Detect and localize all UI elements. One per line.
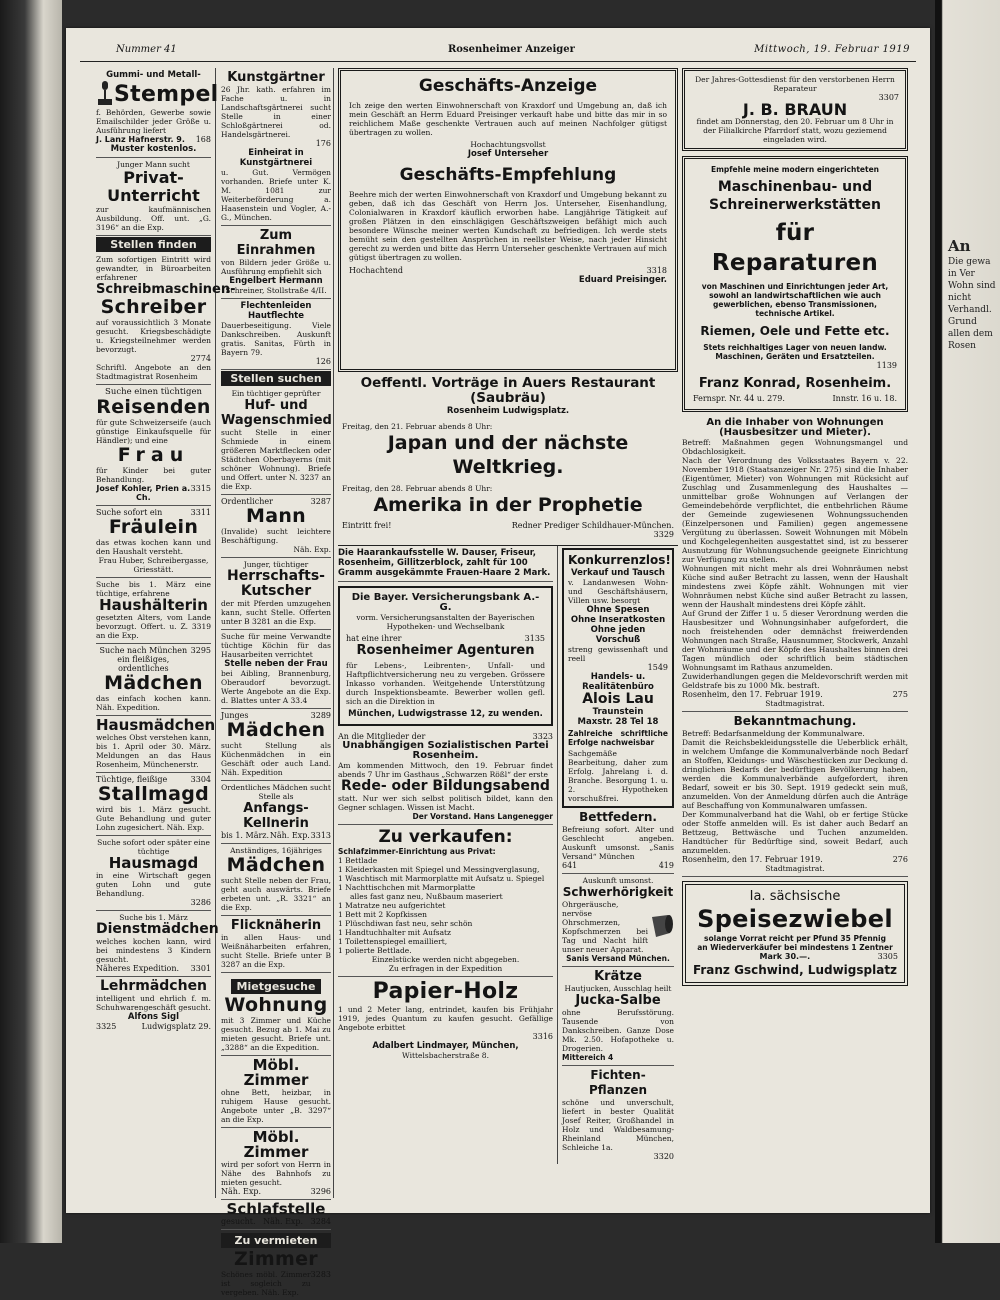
ad-flechten-title: Flechtenleiden Hautflechte [240,301,312,321]
ad-schreiber [96,253,236,385]
ad-kutscher [221,558,331,630]
ad-maedchen1 [96,644,211,716]
ad-konkurrenz-l2: Ohne Inseratkosten [570,615,666,625]
ad-verkaufen-note: Einzelstücke werden nicht abgegeben. [371,955,520,964]
ad-dienstmaedchen-title: Dienstmädchen [96,921,219,937]
ad-flickn-text: in allen Haus- und Weißnäharbeiten erfahren, sucht Stelle. Briefe unter B 3287 an die Exp. [221,933,331,969]
ad-inhaber-text4: Zuwiderhandlungen gegen die Meldevorschrift werden mit Geldstrafe bis zu 1000 Mk. bestraft. [682,672,908,690]
ad-geschaeft-title2: Geschäfts-Empfehlung [399,165,617,185]
ad-zwiebel-title: Speisezwiebel [697,905,893,933]
ad-stempel-firm: J. Lanz Hafnerstr. 9. [96,135,185,144]
ad-braun-num: 3307 [878,93,899,102]
section-stellen-suchen: Stellen suchen [221,371,331,386]
ad-inhaber-date: Rosenheim, den 17. Februar 1919. [682,690,823,699]
ad-versicherung-num: 3135 [524,634,545,643]
ad-privat [96,158,211,236]
ad-einrahmen-firm: Engelbert Hermann [229,276,323,286]
ad-wohnung-text: mit 3 Zimmer und Küche gesucht. Bezug ab 1. Mai zu mieten gesucht. Briefe unt. „3288“ an die Expedition. [221,1016,331,1052]
ad-stelle-frau [221,630,331,709]
ad-zimmer2-title: Möbl. Zimmer [243,1128,309,1161]
ad-kraetze-text: Hautjucken, Ausschlag heilt [564,984,672,993]
newspaper-title: Rosenheimer Anzeiger [448,44,575,55]
column-4 [682,68,908,1198]
ad-fraeulein [96,506,211,578]
ad-inhaber-title: An die Inhaber von Wohnungen (Hausbesitzer und Mieter). [706,417,884,438]
ad-zimmer2-firm: Näh. Exp. [221,1187,262,1196]
ad-dienstmaedchen-num: 3301 [190,964,211,973]
ad-fraeulein-firm: Frau Huber, Schreibergasse, Griesstätt. [98,556,209,574]
list-item: 1 Plüschdiwan fast neu, sehr schön [338,919,473,928]
ad-kellnerin-top: Ordentliches Mädchen sucht Stelle als [221,783,331,801]
ad-konkurrenz-sub: Verkauf und Tausch [571,568,665,578]
list-item: alles fast ganz neu, Nußbaum maseriert [350,892,503,901]
ad-kunstgaertner [221,68,331,226]
ad-haushaelterin-text: gesetzten Alters, vom Lande bevorzugt. Offert. u. Z. 3319 an die Exp. [96,613,211,640]
ad-schlafstelle-num: 3284 [310,1217,331,1226]
ad-dauser-text: Die Haarankaufsstelle W. Dauser, Friseur, Rosenheim, Gillitzerblock, zahlt für 100 Gramm ausgekämmte Frauen-Haare 2 Mark. [338,548,551,578]
ad-zwiebel-text: solange Vorrat reicht per Pfund 35 Pfennig [704,934,886,943]
issue-number: Nummer 41 [116,44,177,55]
ad-hausmagd [96,836,211,911]
ad-fichten-text: schöne und unverschult, liefert in bester Qualität Josef Reiter, Großhandel in Holz und Waldbesamung-Rheinland München, Schleiche 1a. [562,1098,674,1152]
ad-schlafstelle-text: gesucht. [221,1217,256,1226]
ad-stelle-frau-title: Stelle neben der Frau [224,659,328,669]
ear-trumpet-icon [648,913,674,941]
ad-kutscher-text: der mit Pferden umzugehen kann, sucht Stelle. Offerten unter B 3281 an die Exp. [221,599,331,626]
ad-spd-text: Am kommenden Mittwoch, den 19. Februar findet abends 7 Uhr im Gasthaus „Schwarzen Rößl“ der erste [338,761,553,779]
ad-stallmagd-num: 3304 [190,775,211,784]
column-2 [219,68,334,1297]
ad-bekannt-text2: Der Kommunalverband hat die Wahl, ob er fertige Stücke oder Stoffe anmelden will. Es ist daher auch Bedarf an Bettzeug, Bettwäsche und Tuchen anzumelden. Handtücher für Bedürftige sind, soweit Bedarf, auch anzumelden. [682,810,908,855]
ad-schlafstelle [221,1200,331,1230]
ad-dienstmaedchen-firm: Näheres Expedition. [96,964,180,973]
ad-vortraege-date1: Freitag, den 21. Februar abends 8 Uhr: [342,422,493,431]
ad-bettfedern [562,808,674,874]
ad-frau-firm: Josef Kohler, Prien a. Ch. [96,484,191,502]
ad-versicherung-city: München, Ludwigstrasse 12, zu wenden. [348,709,543,719]
ad-maedchen3-top: Anständiges, 16jähriges [230,846,322,855]
ad-einrahmen-addr: Schreiner, Stollstraße 4/II. [225,286,327,295]
ad-geschaeft-greet2: Hochachtend [349,266,404,275]
scan-edge-left [0,0,62,1243]
ad-privat-title: Privat-Unterricht [107,168,200,205]
ad-lehrmaedchen-title: Lehrmädchen [99,978,208,994]
ad-versicherung-text: vorm. Versicherungsanstalten der Bayerischen Hypotheken- und Wechselbank [356,613,535,631]
ad-privat-text: zur kaufmännischen Ausbildung. Off. unt. „G. 3196“ an die Exp. [96,205,211,232]
ad-bekannt-sign: Stadtmagistrat. [765,864,825,873]
ad-hausmaedchen [96,716,216,773]
ad-fraeulein-title: Fräulein [108,516,199,538]
ad-reisenden-text: für gute Schweizerseife (auch günstige Einkaufsquelle für Händler); und eine [96,418,211,445]
ad-stempel-num: 168 [195,135,211,144]
ad-mann-num: 3287 [310,497,331,506]
ad-stallmagd [96,773,211,836]
ad-stempel-text: f. Behörden, Gewerbe sowie Emailschilder jeder Größe u. Ausführung liefert [96,108,211,135]
ad-einrahmen [221,226,331,299]
ad-vortraege-free: Eintritt frei! [342,521,392,530]
ad-bettfedern-title: Bettfedern. [579,810,657,824]
ad-kraetze-title2: Jucka-Salbe [575,993,661,1008]
ad-stelle-frau-top: Suche für meine Verwandte tüchtige Köchin für das Hausarbeiten verrichtet [221,632,331,659]
ad-konkurrenz-firm: Handels- u. Realitätenbüro [582,672,654,692]
ad-fichten [562,1066,674,1164]
ad-spd-text2: statt. Nur wer sich selbst politisch bildet, kann den Gegner schlagen. Wissen ist Macht. [338,794,553,812]
ad-maedchen1-title: Mädchen [104,672,203,694]
ad-reisenden-top: Suche einen tüchtigen [105,387,202,397]
ad-lehrmaedchen-addr: Ludwigsplatz 29. [141,1022,211,1031]
ad-dienstmaedchen-text: welches kochen kann, wird bei mindestens 3 Kindern gesucht. [96,937,211,964]
ad-maedchen2-num: 3289 [310,711,331,720]
ad-schwerhoerig-firm: Sanis Versand München. [566,954,670,963]
ad-schlafstelle-title: Schlafstelle [226,1200,326,1218]
ad-versicherung-mid: hat eine ihrer [346,634,402,643]
ad-flickn [221,916,331,973]
ad-inhaber-sign: Stadtmagistrat. [765,699,825,708]
ad-zimmer2-text: wird per sofort von Herrn in Nähe des Bahnhofs zu mieten gesucht. [221,1160,331,1187]
ad-maedchen1-text: das einfach kochen kann. Näh. Expedition. [96,694,211,712]
ad-stempel-top: Gummi- und Metall- [106,70,201,80]
ad-fraeulein-num: 3311 [190,508,211,517]
ad-konkurrenz-addr: Maxstr. 28 Tel 18 [577,717,659,727]
ad-hufschmied-title: Huf- und Wagenschmied [221,398,332,428]
ad-lehrmaedchen [96,977,211,1034]
ad-inhaber-text3: Auf Grund der Ziffer 1 u. 5 dieser Verordnung werden die Hausbesitzer und Wohnungsinhaber aufgefordert, die noch freistehenden oder demnächst freiwerdenden Wohnungen nach Straße, Hausnummer, Stockwerk, Anzahl der Wohnräume und der Köpfe des Haushaltes binnen drei Tagen mündlich oder schriftlich beim städtischen Wohnungsamt im Rathaus anzumelden. [682,609,908,672]
ad-geschaeft-name: Josef Unterseher [467,149,549,159]
ad-einrahmen-text: von Bildern jeder Größe u. Ausführung empfiehlt sich [221,258,331,276]
ad-versicherung-text2: für Lebens-, Leibrenten-, Unfall- und Haftpflichtversicherung neu zu vergeben. Grössere Inkasso vorhanden. Weitgehende Unterstützung durch Inspektionsbeamte. Bewerber wollen gefl. sich an die Direktion in [346,661,545,706]
ad-flechten-text: Dauerbeseitigung. Viele Dankschreiben. Auskunft gratis. Sanitas, Fürth in Bayern 79. [221,321,331,357]
ad-privat-top: Junger Mann sucht [117,160,190,169]
column-3 [338,68,678,1198]
ad-zwiebel-price: Mark 30.—. [759,952,811,961]
ad-geschaeft-name2: Eduard Preisinger. [578,275,667,285]
ad-konrad-firm: Franz Konrad, Rosenheim. [698,376,892,391]
ad-mann-top: Ordentlicher [221,497,273,506]
ad-haushaelterin-top: Suche bis 1. März eine tüchtige, erfahrene [96,580,211,598]
ad-stallmagd-text: wird bis 1. März gesucht. Gute Behandlung und guter Lohn zugesichert. Näh. Exp. [96,805,211,832]
ad-kellnerin-text: bis 1. März. [221,831,270,840]
ad-zimmer1-title: Möbl. Zimmer [243,1056,309,1089]
section-mietgesuche: Mietgesuche [231,979,322,994]
list-item: 1 Kleiderkasten mit Spiegel und Messingverglasung, [338,865,540,874]
ad-konkurrenz-l3: Ohne jeden Vorschuß [590,625,646,645]
ad-bekannt-date: Rosenheim, den 17. Februar 1919. [682,855,823,864]
ad-kraetze-title: Krätze [594,969,642,984]
ad-schwerhoerig-top: Auskunft umsonst. [582,876,654,885]
list-item: 1 Waschtisch mit Marmorplatte mit Aufsatz u. Spiegel [338,874,545,883]
ad-bekannt-text: Damit die Reichsbekleidungsstelle die Ueberblick erhält, in welchem Umfange die Kommunalverbände noch Bedarf an Stoffen, Kleidungs- und Wäschestücken zur Deckung d. dringlichen Bedarfs der bedürftigen Bevölkerung haben, werden die Kommunalverbände aufgefordert, ihren Bedarf, soweit er bis 30. Sept. 1919 gedeckt sein muß, anzumelden. Von der Anmeldung dürfen auch die Anträge auf Beschaffung von Kommunalwaren umfassen. [682,738,908,810]
list-item: 1 Bett mit 2 Kopfkissen [338,910,427,919]
ad-fichten-title: Fichten-Pflanzen [589,1068,647,1097]
ad-mann [221,495,331,558]
ad-papier-addr: Wittelsbacherstraße 8. [402,1051,489,1060]
ad-vortraege-num: 3329 [653,530,674,539]
ad-konkurrenz-text: v. Landanwesen Wohn- und Geschäftshäusern, Villen usw. besorgt [568,578,668,605]
ad-stallmagd-top: Tüchtige, fleißige [96,775,168,784]
ad-kraetze-text2: ohne Berufsstörung. Tausende von Dankschreiben. Ganze Dose Mk. 2.50. Hofapotheke u. Drogerien. [562,1008,674,1053]
ad-maedchen3-title: Mädchen [226,854,326,876]
ad-konrad [682,156,908,412]
ad-wohnung-title: Wohnung [224,994,328,1016]
ad-fraeulein-text: das etwas kochen kann und den Haushalt versteht. [96,538,211,556]
ad-versicherung-title: Die Bayer. Versicherungsbank A.-G. [351,592,540,613]
ad-schreiber-text1: Zum sofortigen Eintritt wird gewandter, in Büroarbeiten erfahrener [96,255,211,282]
list-item: 1 Handtuchhalter mit Aufsatz [338,928,452,937]
ad-kutscher-title: Herrschafts-Kutscher [227,568,325,599]
ad-kunstgaertner-num: 176 [315,139,331,148]
ad-spd-top: An die Mitglieder der [338,732,426,741]
list-item: 1 Matratze neu aufgerichtet [338,901,446,910]
section-stellen-finden: Stellen finden [96,237,211,252]
ad-verkaufen [338,825,553,977]
ad-vermieten [221,1230,331,1300]
ad-dienstmaedchen [96,911,219,977]
ad-papier-firm: Adalbert Lindmayer, München, [372,1041,519,1051]
ad-hausmaedchen-title: Hausmädchen [96,716,216,734]
ad-stempel-note: Muster kostenlos. [110,144,197,154]
ad-geschaeft-greet: Hochachtungsvollst [470,140,546,149]
ad-maedchen1-top: Suche nach München ein fleißiges, ordentliches [99,646,188,673]
ad-vermieten-text: Schönes möbl. Zimmer ist sogleich zu vergeben. Näh. Exp. [221,1270,311,1297]
ad-schwerhoerig-title: Schwerhörigkeit [562,885,674,899]
ad-spd-sign: Der Vorstand. Hans Langenegger [412,812,553,821]
ad-zwiebel-firm: Franz Gschwind, Ludwigsplatz [692,963,898,977]
ad-bekannt-betreff: Betreff: Bedarfsanmeldung der Kommunalware. [682,729,865,738]
ad-verkaufen-note2: Zu erfragen in der Expedition [388,964,503,973]
ad-kellnerin-firm: Näh. Exp. [269,831,310,840]
ad-geschaeft-text: Ich zeige den werten Einwohnerschaft von Kraxdorf und Umgebung an, daß ich mein Geschäft an Herrn Eduard Preisinger verkauft habe und bitte das mir in so reichlichem Maße geschenkte Vertrauen auch auf meinen Nachfolger gütigst übertragen zu wollen. [349,101,667,137]
ad-vermieten-title: Zimmer [234,1248,318,1270]
ad-bekannt-num: 276 [892,855,908,864]
ad-flickn-title: Flicknäherin [230,918,322,933]
ad-vermieten-num: 3283 [310,1270,331,1279]
ad-vortraege [338,372,678,546]
ad-maedchen2-title: Mädchen [226,719,326,741]
ad-maedchen2-top: Junges [221,711,249,720]
section-zu-vermieten: Zu vermieten [221,1233,331,1248]
ad-haushaelterin-title: Haushälterin [99,596,208,614]
ad-schlafstelle-firm: Näh. Exp. [263,1217,304,1226]
issue-date: Mittwoch, 19. Februar 1919 [754,44,910,55]
ad-kunstgaertner-text: 26 Jhr. kath. erfahren im Fache u. in Landschaftsgärtnerei sucht Stelle in einer Schloßgärtnerei od. Handelsgärtnerei. [221,85,331,139]
ad-kellnerin-title: Anfangs-Kellnerin [243,801,309,831]
ad-maedchen3-text: sucht Stelle neben der Frau, geht auch auswärts. Briefe erbeten unt. „R. 3321“ an die Exp. [221,876,331,912]
ad-inhaber [682,416,908,712]
ad-geschaeft-title: Geschäfts-Anzeige [418,76,598,96]
ad-kunstgaertner-title: Kunstgärtner [227,70,325,85]
ad-konrad-num: 1139 [876,361,897,370]
ad-maedchen3 [221,844,331,916]
ad-hufschmied-top: Ein tüchtiger geprüfter [231,389,321,398]
ad-hausmagd-num: 3286 [190,898,211,907]
ad-verkaufen-title: Zu verkaufen: [378,827,513,847]
ad-mann-text: (Invalide) sucht leichtere Beschäftigung. [221,527,331,545]
ad-konrad-addr: Innstr. 16 u. 18. [832,394,897,403]
ad-spd [338,730,553,825]
ad-inhaber-text: Nach der Verordnung des Volksstaates Bayern v. 22. November 1918 (Staatsanzeiger Nr. 275) sind die Inhaber (Eigentümer, Mieter) von Wohnungen mit Rücksicht auf Zuschlag und Zusammenlegung des Haushaltes — unmittelbar große Wohnungen auf Verlangen der Gemeindebehörde verpflichtet, die entbehrlichen Räume der Gemeinde zugewiesenen Wohnungssuchenden (Einzelpersonen und Familien) gegen angemessene Vergütung zu überlassen. Soweit Wohnungen mit Möbeln und Kochgelegenheiten ausgestattet sind, ist zu besserer Ausnutzung für Wohnungsuchende geeignete Einrichtung zur Verfügung zu stellen. [682,456,908,564]
ad-frau-text: für Kinder bei guter Behandlung. [96,466,211,484]
ad-kellnerin [221,781,331,844]
ad-stallmagd-title: Stallmagd [97,783,210,805]
ad-konkurrenz-title: Konkurrenzlos! [568,553,671,567]
ad-bekannt [682,712,908,877]
ad-versicherung [338,586,553,726]
ad-konkurrenz-text2: Zahlreiche schriftliche Erfolge nachweisbar [568,729,668,747]
ad-schreiber-text2: auf voraussichtlich 3 Monate gesucht. Kriegsbeschädigte u. Kriegsteilnehmer werden bevorzugt. [96,318,211,354]
ad-verkaufen-sub: Schlafzimmer-Einrichtung aus Privat: [338,847,496,856]
ad-konrad-title3: Riemen, Oele und Fette etc. [700,324,890,338]
ad-braun [682,68,908,151]
ad-einrahmen-title: Zum Einrahmen [236,228,316,258]
stamp-icon [96,80,114,108]
adjacent-page-strip [948,237,1000,1160]
ad-maedchen2 [221,709,331,781]
ad-konrad-top: Empfehle meine modern eingerichteten [710,165,880,174]
ad-konkurrenz-num: 1549 [647,663,668,672]
ad-einheirat-text: u. Gut. Vermögen vorhanden. Briefe unter K. M. 1081 zur Weiterbeförderung a. Haasenstein und Vogler, A.-G., München. [221,168,331,222]
ad-maedchen2-text: sucht Stellung als Küchenmädchen in ein Geschäft oder auch Land. Näh. Expedition [221,741,331,777]
ad-geschaeft-num: 3318 [646,266,667,275]
ad-wohnung [221,973,331,1056]
ad-schreiber-text3: Schriftl. Angebote an den Stadtmagistrat Rosenheim [96,363,211,381]
ad-konkurrenz-text3: Sachgemäße Bearbeitung, daher zum Erfolg. Jahrelang i. d. Branche. Besorgung 1. u. 2. Hypotheken vorschußfrei. [568,749,668,803]
ad-dienstmaedchen-top: Suche bis 1. März [119,913,188,922]
ad-schreiber-t1: Schreibmaschinen- [96,282,236,297]
ad-konrad-tel: Fernspr. Nr. 44 u. 279. [693,394,785,403]
ad-stelle-frau-text: bei Aibling, Brannenburg, Oberaudorf bevorzugt. Werte Angebote an die Exp. d. Blattes unter A 33.4 [221,669,331,705]
ad-spd-title: Unabhängigen Sozialistischen Partei Rosenheim. [342,740,549,761]
list-item: 1 Toilettenspiegel emailliert, [338,937,448,946]
ad-papier-text: 1 und 2 Meter lang, entrindet, kaufen bis Frühjahr 1919, jedes Quantum zu kaufen gesucht. Gefällige Angebote erbittet [338,1005,553,1032]
ad-zwiebel-text2: an Wiederverkäufer bei mindestens 1 Zentner [697,943,893,952]
ad-stempel-title: Stempel [114,81,219,107]
ad-versicherung-title2: Rosenheimer Agenturen [356,643,535,658]
ad-reisenden [96,385,211,506]
ad-bekannt-title: Bekanntmachung. [733,714,857,728]
ad-inhaber-num: 275 [892,690,908,699]
ad-hausmagd-title: Hausmagd [108,854,199,872]
ad-vortraege-place: Rosenheim Ludwigsplatz. [446,406,570,416]
ad-papier-num: 3316 [532,1032,553,1041]
ad-hufschmied [221,387,331,495]
ad-verkaufen-list [338,856,553,955]
ad-bettfedern-num: 641 [562,861,578,870]
ad-konkurrenz-l4: streng gewissenhaft und reell [568,645,668,663]
ad-konkurrenz-l1: Ohne Spesen [586,605,650,615]
ad-bettfedern-num2: 419 [658,861,674,870]
ad-stempel [96,68,219,158]
ad-vortraege-date2: Freitag, den 28. Februar abends 8 Uhr: [342,484,493,493]
ad-reisenden-title: Reisenden [96,396,211,418]
ad-hufschmied-text: sucht Stelle in einer Schmiede in einem größeren Marktflecken oder Städtchen Oberbayerns (mit schöner Wohnung). Briefe und Offert. unter N. 3237 an die Exp. [221,428,331,491]
ad-braun-text2: findet am Donnerstag, den 20. Februar um 8 Uhr in der Filialkirche Pfarrdorf statt, wozu geziemend eingeladen wird. [696,117,894,144]
ad-frau-num: 3315 [190,484,211,493]
ad-schwerhoerig-text: Ohrgeräusche, nervöse Ohrschmerzen, Kopfschmerzen bei Tag und Nacht hilft unser neuer Apparat. [562,900,648,954]
ad-konkurrenz-city: Traunstein [592,707,644,717]
ad-lehrmaedchen-num: 3325 [96,1022,117,1031]
ad-kutscher-top: Junger, tüchtiger [243,560,309,569]
list-item: 1 Bettlade [338,856,378,865]
ad-spd-title2: Rede- oder Bildungsabend [341,778,550,794]
ad-geschaeft [338,68,678,372]
ad-braun-text: Der Jahres-Gottesdienst für den verstorbenen Herrn Reparateur [695,75,895,93]
ad-hausmagd-top: Suche sofort oder später eine tüchtige [97,838,210,856]
ad-zimmer1-text: ohne Bett, heizbar, in ruhigem Hause gesucht. Angebote unter „B. 3297“ an die Exp. [221,1088,331,1124]
ad-lehrmaedchen-firm: Alfons Sigl [127,1012,180,1022]
ad-fraeulein-top: Suche sofort ein [96,508,163,517]
ad-haushaelterin [96,578,211,644]
list-item: 1 polierte Bettlade. [338,946,412,955]
ad-vortraege-topic1: Japan und der nächste Weltkrieg. [387,432,629,478]
ad-braun-name: J. B. BRAUN [742,100,848,119]
list-item: 1 Nachttischchen mit Marmorplatte [338,883,476,892]
ad-hausmagd-text: in eine Wirtschaft gegen guten Lohn und gute Behandlung. [96,871,211,898]
ad-fichten-num: 3320 [653,1152,674,1161]
ad-vortraege-speaker: Redner Prediger Schildhauer-München. [511,521,674,530]
ad-papier [338,977,553,1063]
ad-konkurrenz [562,548,674,808]
ad-schreiber-num: 2774 [190,354,211,363]
ad-zimmer1 [221,1056,331,1128]
ad-konkurrenz-name: Alois Lau [582,691,654,707]
ad-frau-title: Frau [117,444,190,466]
ad-konrad-text2: Stets reichhaltiges Lager von neuen landw. Maschinen, Geräten und Ersatzteilen. [703,343,887,361]
ad-vortraege-topic2: Amerika in der Prophetie [373,494,643,516]
ad-flechten [221,299,331,370]
adjacent-page-heading: An [948,237,971,255]
ad-konrad-title: Maschinenbau- und Schreinerwerkstätten [709,179,881,213]
ad-kraetze-firm: Mittereich 4 [562,1053,614,1062]
ad-konrad-title2: für Reparaturen [711,220,879,276]
newspaper-page [66,28,930,1297]
ad-lehrmaedchen-text: intelligent und ehrlich f. m. Schuhwarengeschäft gesucht. [96,994,211,1012]
ad-dauser [338,546,553,582]
ad-vortraege-title: Oeffentl. Vorträge in Auers Restaurant (Saubräu) [360,375,656,406]
ad-konrad-text: von Maschinen und Einrichtungen jeder Art, sowohl an landwirtschaftlichen wie auch gewerblichen, ebenso Transmissionen, technische Artikel. [701,282,889,318]
ad-kraetze [562,967,674,1066]
ad-schwerhoerig [562,874,674,967]
ad-papier-title: Papier-Holz [372,979,519,1004]
ad-schreiber-title: Schreiber [100,296,207,318]
ad-flechten-num: 126 [315,357,331,366]
ad-inhaber-text2: Wohnungen mit nicht mehr als drei Wohnräumen nebst Küche sind außer Betracht zu lassen, wenn der Haushalt mindestens zwei Köpfe zählt. Wohnungen mit vier Wohnräumen nebst Küche sind außer Betracht zu lassen, wenn der Haushalt mindestens drei Köpfe zählt. [682,564,908,609]
ad-maedchen1-num: 3295 [190,646,211,655]
ad-inhaber-betreff: Betreff: Maßnahmen gegen Wohnungsmangel und Obdachlosigkeit. [682,438,908,456]
ad-kellnerin-num: 3313 [310,831,331,840]
ad-geschaeft-text2: Beehre mich der werten Einwohnerschaft von Kraxdorf und Umgebung bekannt zu geben, daß ich das Geschäft von Herrn Jos. Unterseher, Eisenhandlung, Colonialwaren in Kraxdorf käuflich erworben habe. Langjährige Tätigkeit auf großen Plätzen in den einschlägigen Geschäftszweigen befähigt mich auch besondere Wünsche meiner werten Kundschaft zu befriedigen. Ich werde stets bemüht sein den gestellten Ansprüchen in reellster Weise, nach jeder Hinsicht gerecht zu werden und bitte das Herrn Unterseher geschenkte Vertrauen auf mich gütigst übertragen zu wollen. [349,190,667,262]
ad-mann-firm: Näh. Exp. [293,545,331,554]
ad-zimmer2-num: 3296 [310,1187,331,1196]
adjacent-page-text: Die gewa in Ver Wohn sind nicht Verhandl. Grund allen dem Rosen [948,257,996,351]
ad-zwiebel [682,881,908,986]
ad-zwiebel-num: 3305 [877,952,898,961]
ad-zimmer2 [221,1128,331,1200]
ad-einheirat-title: Einheirat in Kunstgärtnerei [239,148,313,168]
page-header [80,42,916,62]
ad-bettfedern-text: Befreiung sofort. Alter und Geschlecht angeben. Auskunft umsonst. „Sanis Versand“ München [562,825,674,861]
ad-zwiebel-top: Ia. sächsische [749,889,841,904]
ad-spd-num: 3323 [532,732,553,741]
ad-hausmaedchen-text: welches Obst verstehen kann, bis 1. April oder 30. März. Meldungen an das Haus Rosenheim, Münchenerstr. [96,733,211,769]
ad-mann-title: Mann [246,505,306,527]
